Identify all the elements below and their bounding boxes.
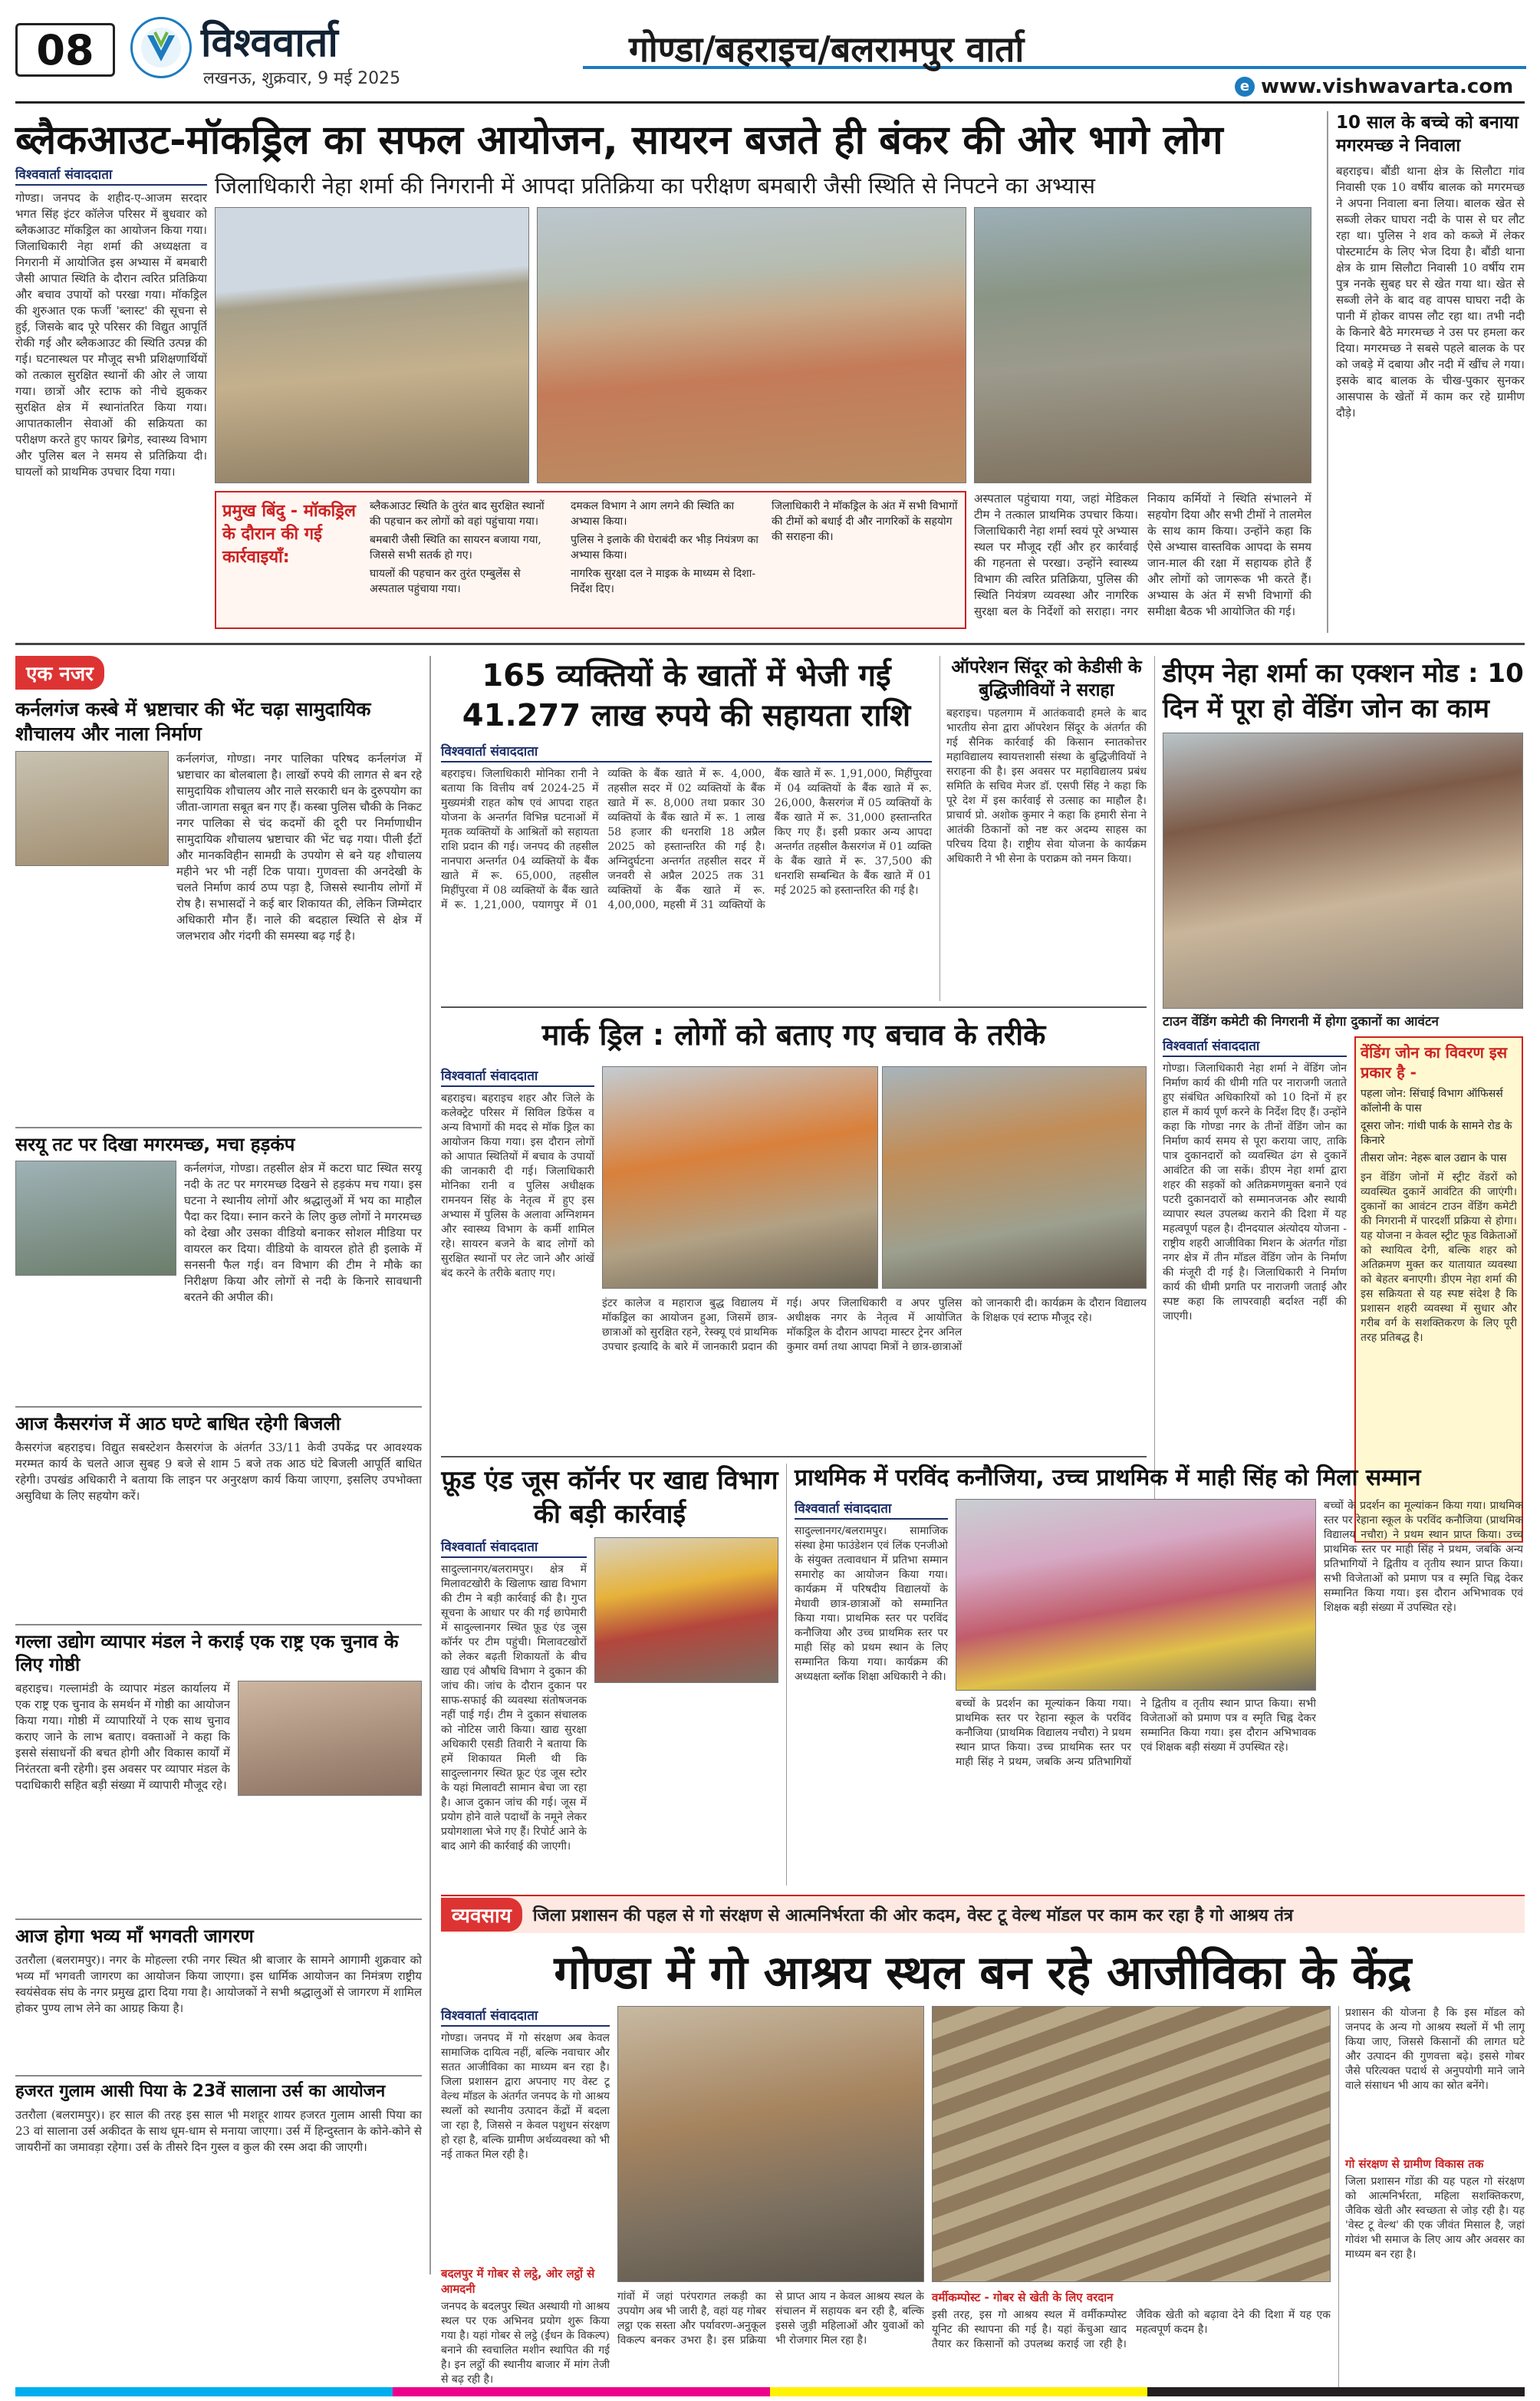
color-swatch — [15, 2387, 393, 2396]
edition-line: लखनऊ, शुक्रवार, 9 मई 2025 — [203, 69, 401, 88]
lead-subhead: जिलाधिकारी नेहा शर्मा की निगरानी में आपदा प्रतिक्रिया का परीक्षण बमबारी जैसी स्थिति से निपटने का अभ्यास — [215, 173, 1095, 199]
website-link[interactable]: e www.vishwavarta.com — [1235, 75, 1513, 98]
lead-headline: ब्लैकआउट-मॉकड्रिल का सफल आयोजन, सायरन बजते ही बंकर की ओर भागे लोग — [15, 117, 1223, 163]
keypoint-item: ब्लैकआउट स्थिति के तुरंत बाद सुरक्षित स्थानों की पहचान कर लोगों को वहां पहुंचाया गया। — [370, 500, 545, 528]
ek-nazar-column — [15, 656, 422, 2274]
paper-name: विश्ववार्ता — [201, 20, 338, 66]
nazar-item: गल्ला उद्योग व्यापार मंडल ने कराई एक राष्ट्र एक चुनाव के लिए गोष्ठी बहराइच। गल्लामंडी के व्यापार मंडल कार्यालय में एक राष्ट्र एक चुनाव के समर्थन में गोष्ठी का आयोजन किया गया। गोष्ठी में व्यापारियों ने एक साथ चुनाव कराए जाने के लाभ बताए। वक्ताओं ने कहा कि इससे संसाधनों की बचत होगी और विकास कार्यों में निरंतरता बनी रहेगी। इस अवसर पर व्यापार मंडल के पदाधिकारी सहित बड़ी संख्या में व्यापारी मौजूद रहे। — [15, 1624, 422, 1911]
zone-item: दूसरा जोन: गांधी पार्क के सामने रोड के किनारे — [1361, 1120, 1512, 1147]
mock-headline: मार्क ड्रिल : लोगों को बताए गए बचाव के तरीके — [541, 1018, 1046, 1052]
business-photo-2 — [932, 2006, 1331, 2282]
nazar-item: आज होगा भव्य माँ भगवती जागरण उतरौला (बलरामपुर)। नगर के मोहल्ला रफी नगर स्थित श्री बाजार के सामने आगामी शुक्रवार को भव्य माँ भगवती जागरण का आयोजन किया जाएगा। इस धार्मिक आयोजन का निमंत्रण राष्ट्रीय स्वयंसेवक संघ के नगर प्रमुख द्वारा दिया गया है। आयोजकों ने सभी श्रद्धालुओं से जागरण में शामिल होकर पुण्य लाभ लेने का आग्रह किया है। — [15, 1918, 422, 2067]
mock-story-text: विश्ववार्ता संवाददाता बहराइच। बहराइच शहर और जिले के कलेक्ट्रेट परिसर में सिविल डिफेंस व अन्य विभागों की मदद से मॉक ड्रिल का आयोजन किया गया। इस दौरान लोगों को आपात स्थितियों में बचाव के उपायों की जानकारी दी गई। जिलाधिकारी मोनिका रानी व पुलिस अधीक्षक रामनयन सिंह के नेतृत्व में हुए इस अभ्यास में पुलिस के अलावा अग्निशमन और स्वास्थ्य विभाग के कर्मी शामिल रहे। सायरन बजने के बाद लोगों को सुरक्षित स्थानों पर लेट जाने और आंखें बंद करने के तरीके बताए गए। — [441, 1066, 594, 1450]
lead-story-text: विश्ववार्ता संवाददाता गोण्डा। जनपद के शहीद-ए-आजम सरदार भगत सिंह इंटर कॉलेज परिसर में बुधवार को ब्लैकआउट मॉकड्रिल का आयोजन किया गया। जिलाधिकारी नेहा शर्मा की अध्यक्षता व निगरानी में आयोजित इस अभ्यास में बमबारी जैसी आपात स्थिति के दौरान त्वरित प्रतिक्रिया और बचाव उपायों को परखा गया। मॉकड्रिल की शुरुआत एक फर्जी 'ब्लास्ट' की सूचना से हुई, जिसके बाद पूरे परिसर की विद्युत आपूर्ति रोकी गई और ब्लैकआउट की स्थिति उत्पन्न की गई। घटनास्थल पर मौजूद सभी प्रशिक्षणार्थियों को तत्काल सुरक्षित स्थानों की ओर ले जाया गया। छात्रों और स्टाफ को नीचे झुककर सुरक्षित क्षेत्र में स्थानांतरित किया गया। आपातकालीन सेवाओं की सक्रियता का परीक्षण करते हुए फायर ब्रिगेड, स्वास्थ्य विभाग और पुलिस बल ने समय से प्रतिक्रिया दी। घायलों को प्राथमिक उपचार दिया गया। — [15, 165, 207, 664]
mock-photo-2 — [882, 1066, 1147, 1289]
keypoint-item: जिलाधिकारी ने मॉकड्रिल के अंत में सभी विभागों की टीमों को बधाई दी और नागरिकों के सहयोग की सराहना की। — [772, 500, 958, 543]
award-photo — [956, 1499, 1316, 1691]
keypoint-item: दमकल विभाग ने आग लगने की स्थिति का अभ्यास किया। — [571, 500, 735, 528]
globe-icon: e — [1235, 77, 1255, 97]
nazar-photo-1 — [15, 751, 169, 866]
business-photo-1 — [617, 2006, 924, 2282]
masthead — [0, 0, 1540, 100]
business-headline: गोण्डा में गो आश्रय स्थल बन रहे आजीविका के केंद्र — [554, 1946, 1412, 2000]
nazar-item: हजरत गुलाम आसी पिया के 23वें सालाना उर्स का आयोजन उतरौला (बलरामपुर)। हर साल की तरह इस साल भी मशहूर शायर हजरत गुलाम आसी पिया का 23 वां सालाना उर्स अकीदत के साथ धूम-धाम से मनाया जाएगा। उर्स में हिन्दुस्तान के कोने-कोने से जायरीनों का जमावड़ा रहेगा। उर्स के तीसरे दिन गुस्ल व कुल की रस्म अदा की जाएगी। — [15, 2075, 422, 2222]
food-story: फ़ूड एंड जूस कॉर्नर पर खाद्य विभाग की बड़ी कार्रवाई विश्ववार्ता संवाददाता सादुल्लानगर/बलरामपुर। क्षेत्र में मिलावटखोरी के खिलाफ खाद्य विभाग की टीम ने बड़ी कार्रवाई की है। गुप्त सूचना के आधार पर की गई छापेमारी में सादुल्लानगर स्थित फ़ूड एंड जूस कॉर्नर पर टीम पहुंची। मिलावटखोरों को लेकर बढ़ती शिकायतों के बीच खाद्य एवं औषधि विभाग ने दुकान की जांच की। जांच के दौरान दुकान पर साफ-सफाई की व्यवस्था संतोषजनक नहीं पाई गई। टीम ने दुकान संचालक को नोटिस जारी किया। खाद्य सुरक्षा अधिकारी एसडी तिवारी ने बताया कि हमें शिकायत मिली थी कि सादुल्लानगर स्थित फ्रूट एंड जूस स्टोर के यहां मिलावटी सामान बेचा जा रहा है। आज दुकान जांच की गई। जूस में प्रयोग होने वाले पदार्थों के नमूने लेकर प्रयोगशाला भेजे गए हैं। रिपोर्ट आने के बाद आगे की कार्रवाई की जाएगी। — [441, 1465, 778, 1853]
zone-item: पहला जोन: सिंचाई विभाग ऑफिसर्स कॉलोनी के पास — [1361, 1088, 1503, 1115]
funds-story: 165 व्यक्तियों के खातों में भेजी गई 41.277 लाख रुपये की सहायता राशि विश्ववार्ता संवाददाता बहराइच। जिलाधिकारी मोनिका रानी ने बताया कि वित्तीय वर्ष 2024-25 में मुख्यमंत्री राहत कोष एवं आपदा राहत योजना के अन्तर्गत विभिन्न घटनाओं में मृतक व्यक्तियों के आश्रितों को सहायता राशि प्रदान की गई। जनपद की तहसील नानपारा अन्तर्गत 04 व्यक्तियों के बैंक खाते में रू. 65,000, तहसील मिहींपुरवा में 08 व्यक्तियों के बैंक खाते में रू. 1,21,000, पयागपुर में 01 व्यक्ति के बैंक खाते में रू. 4,000, तहसील सदर में 02 व्यक्तियों के बैंक खाते में रू. 8,000 तथा प्रकार 30 व्यक्तियों के बैंक खाते में रू. 1 लाख 58 हजार की धनराशि 18 अप्रैल 2025 को हस्तान्तरित की गई है। अग्निदुर्घटना अन्तर्गत तहसील सदर में जनवरी से अप्रैल 2025 तक 31 व्यक्तियों के बैंक खाते में रू. 4,00,000, महसी में 31 व्यक्तियों के बैंक खाते में रू. 1,91,000, मिहींपुरवा में 04 व्यक्तियों के बैंक खाते में रू. 26,000, कैसरगंज में 05 व्यक्तियों के बैंक खाते में रू. 31,000 हस्तान्तरित किए गए हैं। इसी प्रकार अन्य आपदा अन्तर्गत तहसील कैसरगंज में 01 व्यक्ति के बैंक खाते में रू. 37,500 की धनराशि सम्बन्धित के बैंक खाते में 01 मई 2025 को हस्तान्तरित की गई है। — [441, 658, 932, 911]
keypoint-item: घायलों की पहचान कर तुरंत एम्बुलेंस से अस्पताल पहुंचाया गया। — [370, 568, 521, 595]
nazar-photo-2 — [15, 1161, 176, 1276]
business-kicker: जिला प्रशासन की पहल से गो संरक्षण से आत्मनिर्भरता की ओर कदम, वेस्ट टू वेल्थ मॉडल पर काम कर रहा है गो आश्रय तंत्र — [532, 1906, 1294, 1925]
business-col3: वर्मीकम्पोस्ट - गोबर से खेती के लिए वरदान इसी तरह, इस गो आश्रय स्थल में वर्मीकम्पोस्ट यूनिट की स्थापना की गई है। यहां केंचुआ खाद तैयार कर किसानों को उपलब्ध कराई जा रही है। जैविक खेती को बढ़ावा देने की दिशा में यह एक महत्वपूर्ण कदम है। — [932, 2291, 1331, 2350]
business-story-text: विश्ववार्ता संवाददाता गोण्डा। जनपद में गो संरक्षण अब केवल सामाजिक दायित्व नहीं, बल्कि नवाचार और सतत आजीविका का माध्यम बन रहा है। जिला प्रशासन द्वारा अपनाए गए वेस्ट टू वेल्थ मॉडल के अंतर्गत जनपद के गो आश्रय स्थलों को स्थानीय उत्पादन केंद्रों में बदला जा रहा है, जिससे न केवल पशुधन संरक्षण हो रहा है, बल्कि ग्रामीण अर्थव्यवस्था को भी नई ताकत मिल रही है। बदलपुर में गोबर से लट्ठे, ओर लट्ठों से आमदनी जनपद के बदलपुर स्थित अस्थायी गो आश्रय स्थल पर एक अभिनव प्रयोग शुरू किया गया है। यहां गोबर से लट्ठे (ईंधन के विकल्प) बनाने की स्वचालित मशीन स्थापित की गई है। इन लट्ठों की स्थानीय बाजार में मांग तेजी से बढ़ रही है। — [441, 2006, 610, 2389]
region-title: गोण्डा/बहराइच/बलरामपुर वार्ता — [629, 28, 1025, 70]
vending-story: डीएम नेहा शर्मा का एक्शन मोड : 10 दिन में पूरा हो वेंडिंग जोन का काम टाउन वेंडिंग कमेटी की निगरानी में होगा दुकानों का आवंटन विश्ववार्ता संवाददाता गोण्डा। जिलाधिकारी नेहा शर्मा ने वेंडिंग जोन निर्माण कार्य की धीमी गति पर नाराजगी जताते हुए संबंधित अधिकारियों को 10 दिनों में हर हाल में कार्य पूर्ण करने के निर्देश दिए हैं। उन्होंने कहा कि गोण्डा नगर के तीनों वेंडिंग जोन का निर्माण कार्य समय से पूरा कराया जाए, ताकि पात्र दुकानदारों को व्यवस्थित ढंग से दुकानें आवंटित की जा सकें। डीएम नेहा शर्मा द्वारा शहर की सड़कों को अतिक्रमणमुक्त बनाने एवं पटरी दुकानदारों को सम्मानजनक और स्थायी व्यापार स्थल उपलब्ध कराने की दिशा में यह महत्वपूर्ण पहल है। दीनदयाल अंत्योदय योजना - राष्ट्रीय शहरी आजीविका मिशन के अंतर्गत गोंडा नगर क्षेत्र में तीन मॉडल वेंडिंग जोन के निर्माण की मंजूरी दी गई है। जिलाधिकारी ने निर्माण कार्य की धीमी प्रगति पर नाराजगी जताई और स्पष्ट कहा कि लापरवाही बर्दाश्त नहीं की जाएगी। वेंडिंग जोन का विवरण इस प्रकार है - पहला जोन: सिंचाई विभाग ऑफिसर्स कॉलोनी के पास दूसरा जोन: गांधी पार्क के सामने रोड के किनारे तीसरा जोन: नेहरू बाल उद्यान के पास इन वेंडिंग जोनों में स्ट्रीट वेंडरों को व्यवस्थित दुकानें आवंटित की जाएंगी। दुकानों का आवंटन टाउन वेंडिंग कमेटी की निगरानी में पारदर्शी प्रक्रिया से होगा। यह योजना न केवल स्ट्रीट फूड विक्रेताओं को स्थायित्व देगी, बल्कि शहर को अतिक्रमण मुक्त कर यातायात व्यवस्था को बेहतर बनाएगी। डीएम नेहा शर्मा की इस सक्रियता से यह स्पष्ट संदेश है कि प्रशासन शहरी व्यवस्था में सुधार और गरीब वर्ग के सशक्तिकरण के लिए पूरी तरह प्रतिबद्ध है। — [1154, 656, 1525, 1634]
lead-photo-3 — [974, 207, 1311, 483]
paper-logo-icon — [130, 17, 192, 78]
lead-photo-1 — [215, 207, 529, 483]
vending-info-box: वेंडिंग जोन का विवरण इस प्रकार है - पहला जोन: सिंचाई विभाग ऑफिसर्स कॉलोनी के पास दूसरा जोन: गांधी पार्क के सामने रोड के किनारे तीसरा जोन: नेहरू बाल उद्यान के पास इन वेंडिंग जोनों में स्ट्रीट वेंडरों को व्यवस्थित दुकानें आवंटित की जाएंगी। दुकानों का आवंटन टाउन वेंडिंग कमेटी की निगरानी में पारदर्शी प्रक्रिया से होगा। यह योजना न केवल स्ट्रीट फूड विक्रेताओं को स्थायित्व देगी, बल्कि शहर को अतिक्रमण मुक्त कर यातायात व्यवस्था को बेहतर बनाएगी। डीएम नेहा शर्मा की इस सक्रियता से यह स्पष्ट संदेश है कि प्रशासन शहरी व्यवस्था में सुधार और गरीब वर्ग के सशक्तिकरण के लिए पूरी तरह प्रतिबद्ध है। — [1354, 1036, 1523, 1543]
nazar-item: आज कैसरगंज में आठ घण्टे बाधित रहेगी बिजली कैसरगंज बहराइच। विद्युत सबस्टेशन कैसरगंज के अंतर्गत 33/11 केवी उपकेंद्र पर आवश्यक मरम्मत कार्य के चलते आज सुबह 9 बजे से शाम 5 बजे तक आठ घंटे बिजली आपूर्ति बाधित रहेगी। उपखंड अधिकारी ने बताया कि लाइन पर अनुरक्षण कार्य किया जाएगा, इसलिए उपभोक्ता असुविधा के लिए सहयोग करें। — [15, 1406, 422, 1616]
page-number: 08 — [15, 23, 115, 77]
business-kicker-bar — [441, 1895, 1525, 1933]
food-photo — [594, 1537, 778, 1683]
lead-keypoints-box — [215, 491, 966, 629]
color-swatch — [770, 2387, 1147, 2396]
region-banner — [583, 21, 1526, 69]
business-side-column: प्रशासन की योजना है कि इस मॉडल को जनपद के अन्य गो आश्रय स्थलों में भी लागू किया जाए, जिससे किसानों की लागत घटे और उत्पादन की गुणवत्ता बढ़े। इससे गोबर जैसे परित्यक्त पदार्थ से अनुपयोगी माने जाने वाले संसाधन भी आय का स्रोत बनेंगे। गो संरक्षण से ग्रामीण विकास तक जिला प्रशासन गोंडा की यह पहल गो संरक्षण को आत्मनिर्भरता, महिला सशक्तिकरण, जैविक खेती और स्वच्छता से जोड़ रही है। यह 'वेस्ट टू वेल्थ' की एक जीवंत मिसाल है, जहां गोवंश भी समाज के लिए आय और अवसर का माध्यम बन रहा है। — [1338, 2006, 1525, 2389]
business-col2-text: गांवों में जहां परंपरागत लकड़ी का उपयोग अब भी जारी है, वहां यह गोबर लट्ठा एक सस्ता और पर्यावरण-अनुकूल विकल्प बनकर उभरा है। इस प्रक्रिया से प्राप्त आय न केवल आश्रय स्थल के संचालन में सहायक बन रही है, बल्कि इससे जुड़ी महिलाओं और युवाओं को भी रोजगार मिल रहा है। — [617, 2291, 924, 2347]
award-side-text: बच्चों के प्रदर्शन का मूल्यांकन किया गया। प्राथमिक स्तर पर रेहाना स्कूल के परविंद कनौजिया (प्राथमिक विद्यालय नचौरा) ने प्रथम स्थान प्राप्त किया। उच्च प्राथमिक स्तर पर माही सिंह ने प्रथम, जबकि अन्य प्रतिभागियों ने द्वितीय व तृतीय स्थान प्राप्त किया। सभी विजेताओं को प्रमाण पत्र व स्मृति चिह्न देकर सम्मानित किया गया। इस दौरान अभिभावक एवं शिक्षक बड़ी संख्या में उपस्थित रहे। — [1324, 1500, 1523, 1614]
croc-story: 10 साल के बच्चे को बनाया मगरमच्छ ने निवाला बहराइच। बौंडी थाना क्षेत्र के सिलौटा गांव निवासी एक 10 वर्षीय बालक को मगरमच्छ ने अपना निवाला बना लिया। बालक खेत से सब्जी लेकर घाघरा नदी के पास से घर लौट रहा था। पुलिस ने शव को कब्जे में लेकर पोस्टमार्टम के लिए भेज दिया है। बौंडी थाना क्षेत्र के ग्राम सिलौटा निवासी 10 वर्षीय राम पुत्र ननके सुबह घर से खेत गया था। खेत से सब्जी लेने के बाद वह वापस घाघरा नदी के पानी में होकर वापस लौट रहा था। तभी नदी के किनारे बैठे मगरमच्छ ने उस पर हमला कर दिया। मगरमच्छ ने सबसे पहले बालक के पर को जबड़े में दबाया और नदी में खींच ले गया। इसके बाद बालक के चीख-पुकार सुनकर आसपास के खेतों में काम कर रहे ग्रामीण दौड़े। — [1327, 111, 1525, 633]
keypoint-item: पुलिस ने इलाके की घेराबंदी कर भीड़ नियंत्रण का अभ्यास किया। — [571, 534, 758, 562]
nazar-item: कर्नलगंज कस्बे में भ्रष्टाचार की भेंट चढ़ा सामुदायिक शौचालय और नाला निर्माण कर्नलगंज, गोण्डा। नगर पालिका परिषद कर्नलगंज में भ्रष्टाचार का बोलबाला है। लाखों रुपये की लागत से बन रहे सामुदायिक शौचालय और नाले सरकारी धन के दुरुपयोग का जीता-जागता सबूत बन गए हैं। कस्बा पुलिस चौकी के निकट नगर पालिका से चंद कदमों की दूरी पर निर्माणाधीन सामुदायिक शौचालय भ्रष्टाचार की भेंट चढ़ गया। पीली ईंटों और मानकविहीन सामग्री के उपयोग से बने यह शौचालय महीने भर भी नहीं टिक पाया। गुणवत्ता की अनदेखी के चलते निर्माण कार्य ठप्प पड़ा है, जिससे स्थानीय लोगों में रोष है। सभासदों ने कई बार शिकायत की, लेकिन जिम्मेदार अधिकारी मौन हैं। नाले की बदहाल स्थिति से क्षेत्र में जलभराव और गंदगी की समस्या बढ़ गई है। — [15, 698, 422, 943]
mock-continued-text: इंटर कालेज व महाराज बुद्ध विद्यालय में मॉकड्रिल का आयोजन हुआ, जिसमें छात्र-छात्राओं को सुरक्षित रहने, रेस्क्यू एवं प्राथमिक उपचार इत्यादि के बारे में जानकारी प्रदान की गई। अपर जिलाधिकारी व अपर पुलिस अधीक्षक नगर के नेतृत्व में आयोजित मॉकड्रिल के दौरान आपदा मास्टर ट्रेनर अनिल कुमार वर्मा तथा आपदा मित्रों ने छात्र-छात्राओं को जानकारी दी। कार्यक्रम के दौरान विद्यालय के शिक्षक एवं स्टाफ मौजूद रहे। — [602, 1297, 1147, 1353]
ek-nazar-label: एक नजर — [15, 656, 104, 690]
nazar-photo-3 — [238, 1681, 422, 1796]
sindoor-story: ऑपरेशन सिंदूर को केडीसी के बुद्धिजीवियों ने सराहा बहराइच। पहलगाम में आतंकवादी हमले के बाद भारतीय सेना द्वारा ऑपरेशन सिंदूर के अंतर्गत की गई सैनिक कार्रवाई की किसान स्नातकोत्तर महाविद्यालय स्वायत्तशासी संस्था के बुद्धिजीवियों ने सराहना की है। इस अवसर पर महाविद्यालय प्रबंध समिति के सचिव मेजर डॉ. एसपी सिंह ने कहा कि पूरे देश में इस कार्रवाई से उत्साह का माहौल है। प्राचार्य प्रो. अशोक कुमार ने कहा कि हमारी सेना ने आतंकी ठिकानों को नष्ट कर अदम्य साहस का परिचय दिया है। राष्ट्रीय सेवा योजना के कार्यक्रम अधिकारी ने भी सेना के पराक्रम को नमन किया। — [939, 656, 1147, 1001]
lead-continued-text: अस्पताल पहुंचाया गया, जहां मेडिकल टीम ने तत्काल प्राथमिक उपचार किया। जिलाधिकारी नेहा शर्मा स्वयं पूरे अभ्यास स्थल पर मौजूद रहीं और हर कार्रवाई की गहनता से परखा। उन्होंने स्वास्थ्य विभाग की त्वरित प्रतिक्रिया, पुलिस की स्थिति नियंत्रण व्यवस्था और नागरिक सुरक्षा बल के निर्देशों को सराहा। नगर निकाय कर्मियों ने स्थिति संभालने में सहयोग दिया और सभी टीमों ने तालमेल के साथ काम किया। उन्होंने कहा कि ऐसे अभ्यास वास्तविक आपदा के समय जान-माल की रक्षा में सहायक होते हैं और लोगों को जागरूक भी करते हैं। अभ्यास के अंत में सभी विभागों की समीक्षा बैठक भी आयोजित की गई। — [974, 492, 1311, 618]
keypoints-label: प्रमुख बिंदु - मॉकड्रिल के दौरान की गई कार्रवाइयाँ: — [222, 502, 356, 567]
lead-photo-2 — [537, 207, 966, 483]
keypoint-item: बमबारी जैसी स्थिति का सायरन बजाया गया, जिससे सभी सतर्क हो गए। — [370, 534, 541, 562]
color-swatch — [1147, 2387, 1525, 2396]
award-story: प्राथमिक में परविंद कनौजिया, उच्च प्राथमिक में माही सिंह को मिला सम्मान विश्ववार्ता संवाददाता सादुल्लानगर/बलरामपुर। सामाजिक संस्था हेमा फाउंडेशन एवं लिंक एनजीओ के संयुक्त तत्वावधान में प्रतिभा सम्मान समारोह का आयोजन किया गया। कार्यक्रम में परिषदीय विद्यालयों के मेधावी छात्र-छात्राओं को सम्मानित किया गया। प्राथमिक स्तर पर परविंद कनौजिया और उच्च प्राथमिक स्तर पर माही सिंह को प्रथम स्थान के लिए सम्मानित किया गया। कार्यक्रम की अध्यक्षता ब्लॉक शिक्षा अधिकारी ने की। बच्चों के प्रदर्शन का मूल्यांकन किया गया। प्राथमिक स्तर पर रेहाना स्कूल के परविंद कनौजिया (प्राथमिक विद्यालय नचौरा) ने प्रथम स्थान प्राप्त किया। उच्च प्राथमिक स्तर पर माही सिंह ने प्रथम, जबकि अन्य प्रतिभागियों ने द्वितीय व तृतीय स्थान प्राप्त किया। सभी विजेताओं को प्रमाण पत्र व स्मृति चिह्न देकर सम्मानित किया गया। इस दौरान अभिभावक एवं शिक्षक बड़ी संख्या में उपस्थित रहे। बच्चों के प्रदर्शन का मूल्यांकन किया गया। प्राथमिक स्तर पर रेहाना स्कूल के परविंद कनौजिया (प्राथमिक विद्यालय नचौरा) ने प्रथम स्थान प्राप्त किया। उच्च प्राथमिक स्तर पर माही सिंह ने प्रथम, जबकि अन्य प्रतिभागियों ने द्वितीय व तृतीय स्थान प्राप्त किया। सभी विजेताओं को प्रमाण पत्र व स्मृति चिह्न देकर सम्मानित किया गया। इस दौरान अभिभावक एवं शिक्षक बड़ी संख्या में उपस्थित रहे। — [786, 1464, 1525, 1886]
mock-photo-1 — [602, 1066, 878, 1289]
vending-photo — [1163, 733, 1523, 1009]
keypoint-item: नागरिक सुरक्षा दल ने माइक के माध्यम से दिशा-निर्देश दिए। — [571, 568, 756, 595]
color-swatch — [393, 2387, 770, 2396]
nazar-item: सरयू तट पर दिखा मगरमच्छ, मचा हड़कंप कर्नलगंज, गोण्डा। तहसील क्षेत्र में कटरा घाट स्थित सरयू नदी के तट पर मगरमच्छ दिखने से हड़कंप मच गया। इस घटना ने स्थानीय लोगों और श्रद्धालुओं में भय का माहौल पैदा कर दिया। स्नान करने के लिए कुछ लोगों ने मगरमच्छ को देखा और उसका वीडियो बनाकर सोशल मीडिया पर वायरल कर दिया। वीडियो के वायरल होते ही इलाके में सनसनी फैल गई। वन विभाग की टीम ने मौके का निरीक्षण किया और लोगों से नदी के किनारे सावधानी बरतने की अपील की। — [15, 1127, 422, 1398]
zone-item: तीसरा जोन: नेहरू बाल उद्यान के पास — [1361, 1152, 1507, 1164]
footer-color-strip — [15, 2387, 1525, 2396]
business-label: व्यवसाय — [441, 1898, 522, 1932]
croc-headline: 10 साल के बच्चे को बनाया मगरमच्छ ने निवाला — [1336, 113, 1519, 156]
vending-photo-caption: टाउन वेंडिंग कमेटी की निगरानी में होगा दुकानों का आवंटन — [1163, 1014, 1439, 1029]
